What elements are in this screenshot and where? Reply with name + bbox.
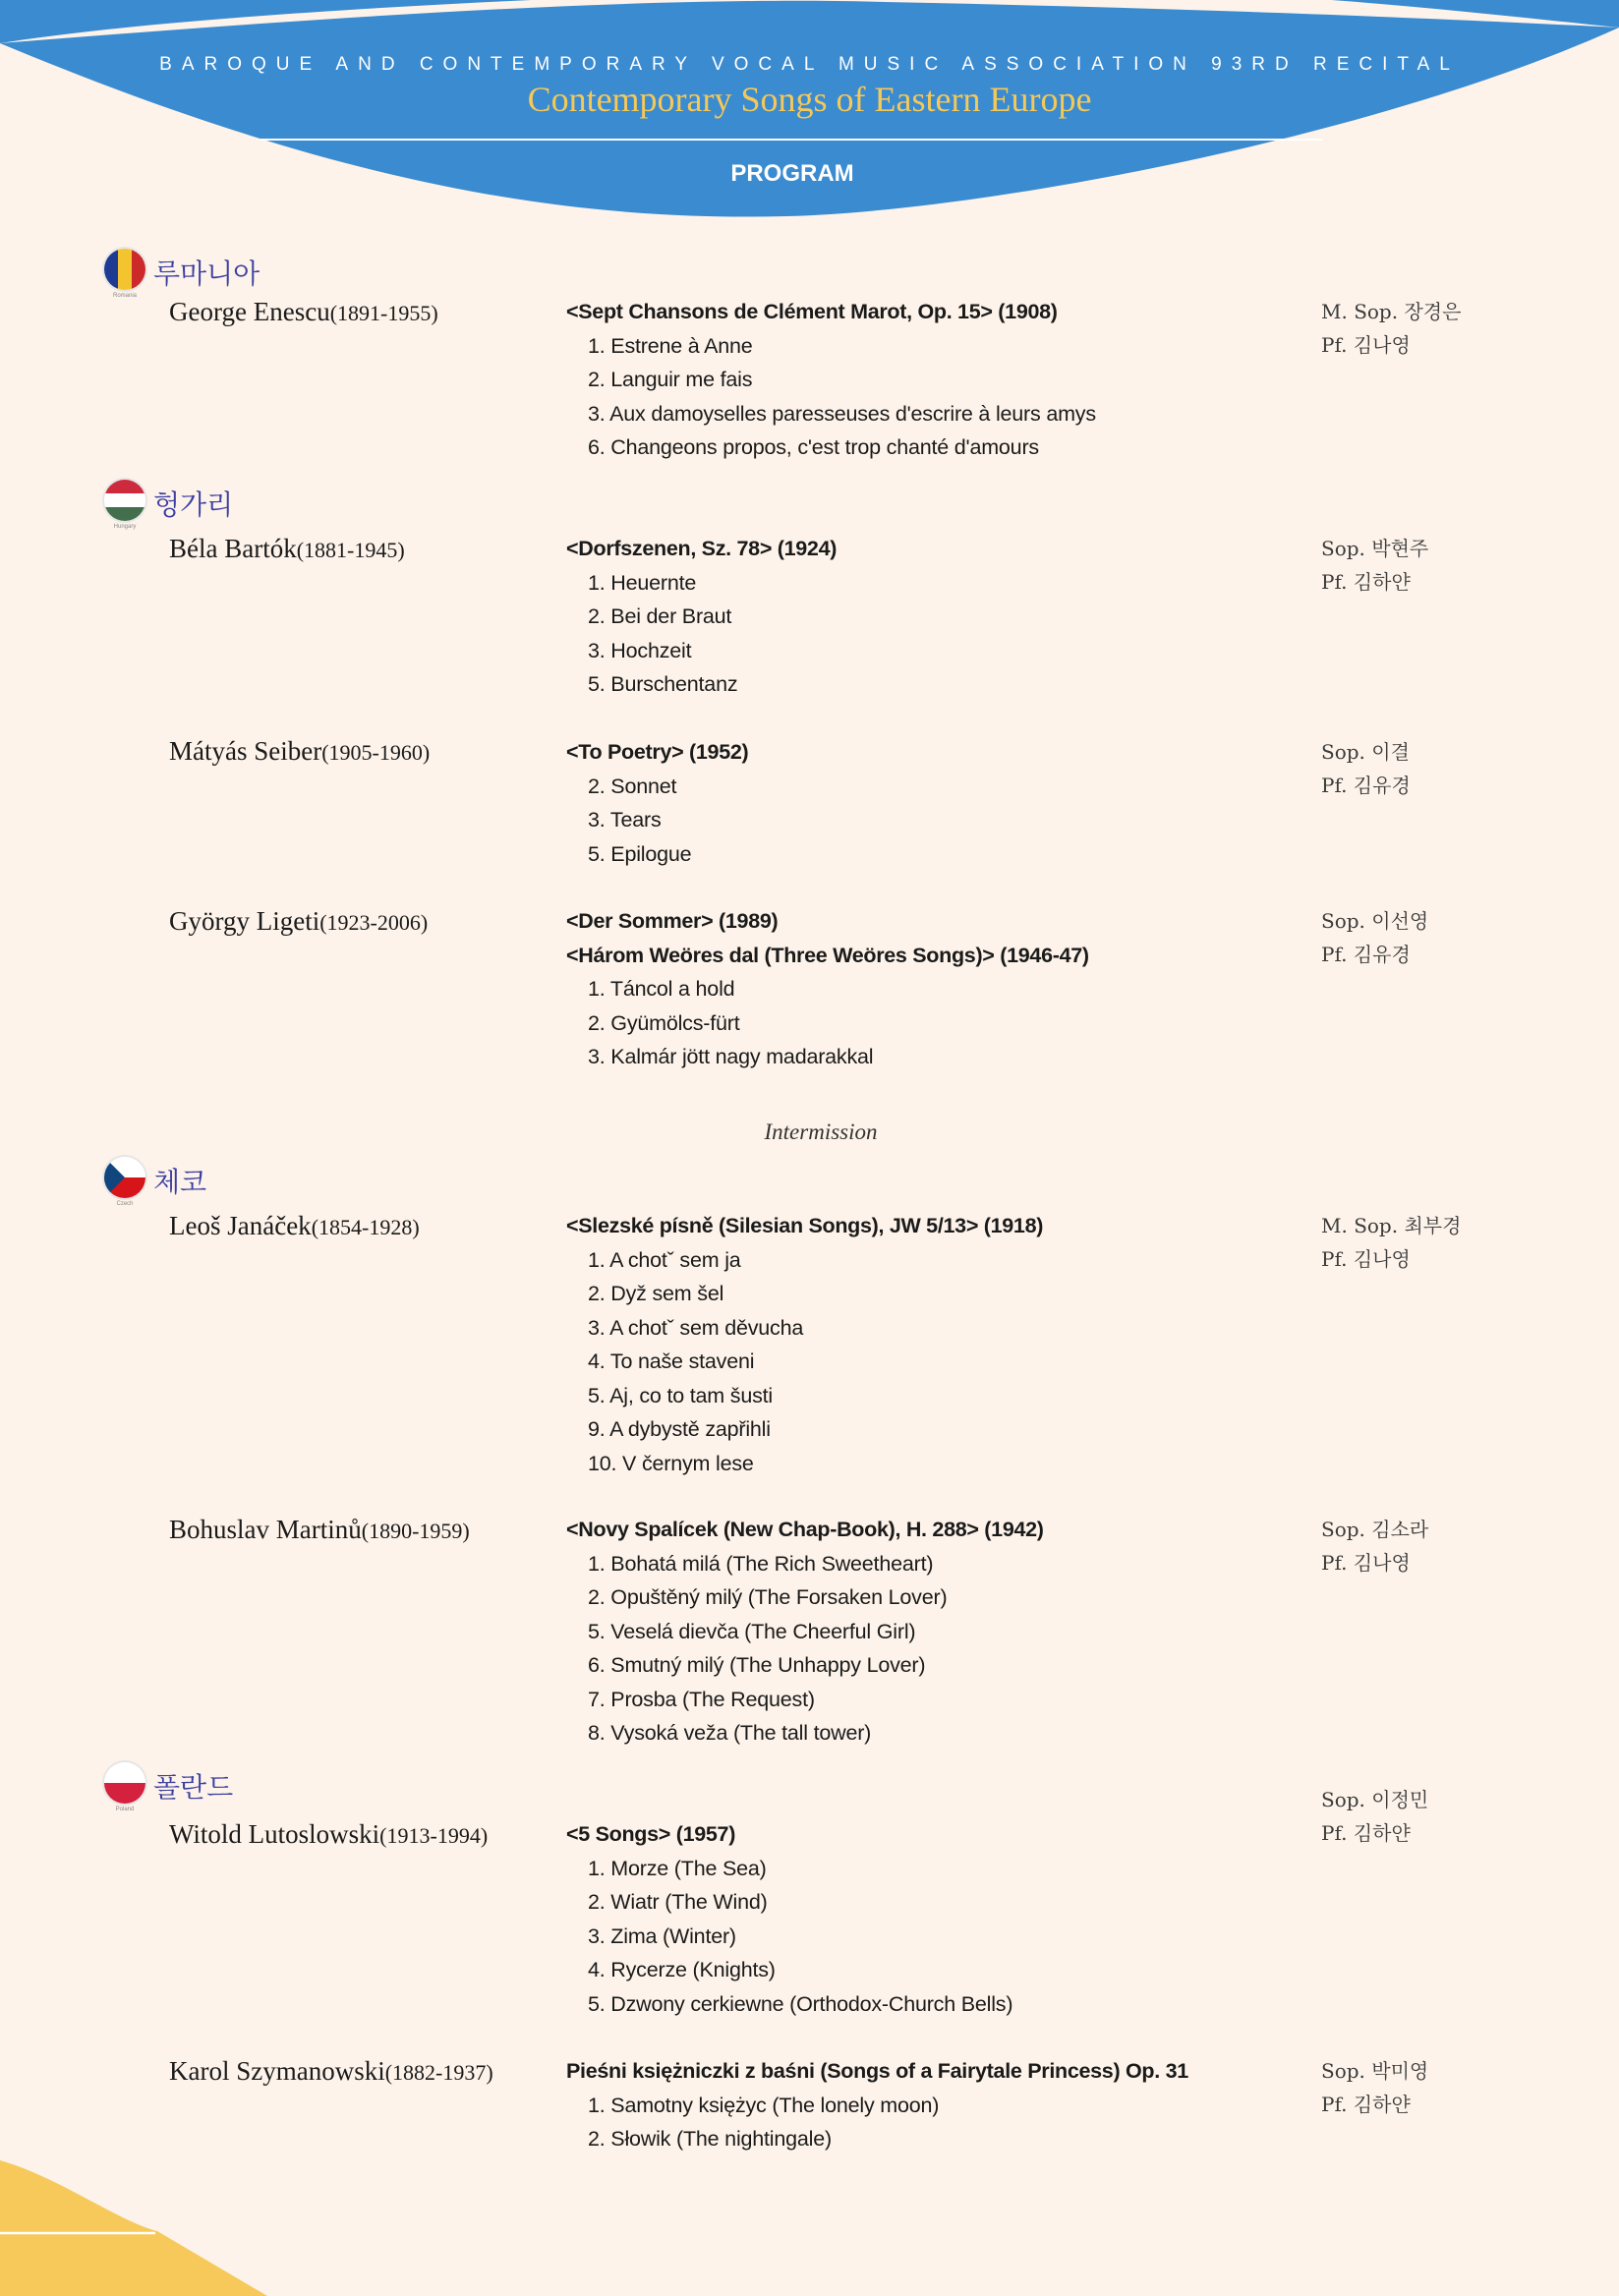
composer-name-text: György Ligeti xyxy=(169,906,320,936)
flag-caption: Poland xyxy=(115,1807,135,1812)
work-list xyxy=(566,1513,1254,1751)
song-item: 2. Dyž sem šel xyxy=(588,1282,724,1305)
song-item: 2. Languir me fais xyxy=(588,368,753,391)
performer-list xyxy=(1321,532,1577,599)
performer-pianist: Pf. 김하얀 xyxy=(1321,570,1411,594)
flag-caption: Romania xyxy=(112,293,137,299)
performer-list xyxy=(1321,904,1577,971)
song-item: 2. Wiatr (The Wind) xyxy=(588,1890,768,1914)
performer-singer: Sop. 이선영 xyxy=(1321,909,1429,933)
performer-pianist: Pf. 김나영 xyxy=(1321,1551,1411,1575)
composer-name xyxy=(169,736,430,767)
work-title: <Novy Spalícek (New Chap-Book), H. 288> (1942) xyxy=(566,1518,1044,1541)
performer-pianist: Pf. 김나영 xyxy=(1321,1247,1411,1271)
song-item: 3. A chotˇ sem děvucha xyxy=(588,1315,804,1340)
performer-list xyxy=(1321,295,1577,362)
song-item: 5. Burschentanz xyxy=(588,672,738,696)
song-item: 1. Morze (The Sea) xyxy=(588,1856,767,1880)
composer-years: (1890-1959) xyxy=(361,1519,470,1543)
flag-caption: Czech xyxy=(116,1201,134,1207)
song-item: 10. V černym lese xyxy=(588,1451,754,1475)
performer-pianist: Pf. 김하얀 xyxy=(1321,2093,1411,2116)
performer-singer: M. Sop. 최부경 xyxy=(1321,1214,1462,1237)
song-item: 1. Bohatá milá (The Rich Sweetheart) xyxy=(588,1551,934,1576)
performer-pianist: Pf. 김유경 xyxy=(1321,943,1411,966)
work-list xyxy=(566,1209,1254,1480)
composer-years: (1881-1945) xyxy=(296,538,405,562)
song-item: 3. Aux damoyselles paresseuses d'escrire à leurs amys xyxy=(588,401,1096,426)
intermission-label: Intermission xyxy=(764,1119,878,1144)
song-item: 6. Smutný milý (The Unhappy Lover) xyxy=(588,1653,926,1677)
flag-caption: Hungary xyxy=(113,524,137,530)
song-item: 6. Changeons propos, c'est trop chanté d'amours xyxy=(588,435,1039,459)
song-item: 7. Prosba (The Request) xyxy=(588,1687,815,1711)
concert-title: Contemporary Songs of Eastern Europe xyxy=(527,80,1092,119)
work-list xyxy=(566,2054,1254,2156)
performer-list xyxy=(1321,1783,1577,1850)
performer-singer: Sop. 이결 xyxy=(1321,740,1410,764)
song-item: 8. Vysoká veža (The tall tower) xyxy=(588,1721,872,1745)
work-title: <Slezské písně (Silesian Songs), JW 5/13> (1918) xyxy=(566,1214,1044,1237)
performer-singer: Sop. 이정민 xyxy=(1321,1788,1429,1811)
song-item: 3. Hochzeit xyxy=(588,638,692,662)
work-title: <Sept Chansons de Clément Marot, Op. 15> (1908) xyxy=(566,300,1058,323)
program-label: PROGRAM xyxy=(730,160,854,187)
performer-singer: Sop. 박미영 xyxy=(1321,2059,1429,2083)
work-title: <5 Songs> (1957) xyxy=(566,1822,736,1846)
work-list xyxy=(566,904,1254,1074)
work-title: <Dorfszenen, Sz. 78> (1924) xyxy=(566,537,838,560)
performer-pianist: Pf. 김유경 xyxy=(1321,774,1411,797)
composer-name-text: George Enescu xyxy=(169,297,330,326)
song-item: 2. Sonnet xyxy=(588,774,677,798)
work-list xyxy=(566,735,1254,871)
performer-pianist: Pf. 김하얀 xyxy=(1321,1821,1411,1845)
work-list xyxy=(566,1817,1254,2021)
composer-years: (1891-1955) xyxy=(329,301,438,325)
song-item: 2. Opuštěný milý (The Forsaken Lover) xyxy=(588,1585,948,1609)
work-title: Pieśni księżniczki z baśni (Songs of a Fairytale Princess) Op. 31 xyxy=(566,2059,1188,2083)
song-item: 4. To naše staveni xyxy=(588,1349,755,1373)
song-item: 3. Kalmár jött nagy madarakkal xyxy=(588,1045,874,1068)
performer-list xyxy=(1321,1209,1577,1276)
country-name: 폴란드 xyxy=(153,1771,234,1804)
composer-name-text: Witold Lutoslowski xyxy=(169,1819,380,1849)
performer-list xyxy=(1321,1513,1577,1579)
composer-name-text: Béla Bartók xyxy=(169,534,297,563)
association-title: BAROQUE AND CONTEMPORARY VOCAL MUSIC ASSOCIATION 93RD RECITAL xyxy=(159,54,1460,75)
czech-flag-icon xyxy=(104,1157,145,1198)
composer-name xyxy=(169,1211,420,1241)
song-item: 1. A chotˇ sem ja xyxy=(588,1247,741,1272)
composer-name xyxy=(169,534,405,564)
song-item: 9. A dybystě zapřihli xyxy=(588,1417,771,1441)
work-title: <Három Weöres dal (Three Weöres Songs)> (1946-47) xyxy=(566,943,1089,967)
song-item: 2. Słowik (The nightingale) xyxy=(588,2127,832,2151)
country-name: 체코 xyxy=(153,1166,207,1198)
song-item: 1. Heuernte xyxy=(588,570,697,595)
composer-years: (1854-1928) xyxy=(311,1215,420,1239)
work-list xyxy=(566,295,1254,465)
composer-years: (1882-1937) xyxy=(384,2060,493,2085)
performer-singer: Sop. 김소라 xyxy=(1321,1518,1429,1541)
song-item: 5. Dzwony cerkiewne (Orthodox-Church Bells) xyxy=(588,1991,1013,2016)
country-name: 루마니아 xyxy=(153,258,260,290)
song-item: 2. Gyümölcs-fürt xyxy=(588,1010,740,1035)
song-item: 2. Bei der Braut xyxy=(588,604,732,628)
composer-years: (1913-1994) xyxy=(379,1823,489,1848)
performer-singer: M. Sop. 장경은 xyxy=(1321,300,1462,323)
romania-flag-icon xyxy=(104,249,145,290)
performer-list xyxy=(1321,735,1577,802)
performer-pianist: Pf. 김나영 xyxy=(1321,333,1411,357)
composer-name xyxy=(169,906,428,937)
composer-years: (1923-2006) xyxy=(319,910,429,935)
czech-flag-graphic xyxy=(104,1157,145,1198)
composer-name xyxy=(169,1819,488,1850)
work-title: <Der Sommer> (1989) xyxy=(566,909,779,933)
composer-name-text: Mátyás Seiber xyxy=(169,736,322,766)
song-item: 3. Tears xyxy=(588,808,662,832)
poland-flag-icon xyxy=(104,1762,145,1804)
composer-name-text: Leoš Janáček xyxy=(169,1211,312,1240)
composer-name xyxy=(169,1515,470,1545)
song-item: 5. Veselá dievča (The Cheerful Girl) xyxy=(588,1619,916,1643)
performer-list xyxy=(1321,2054,1577,2121)
work-title: <To Poetry> (1952) xyxy=(566,740,749,764)
composer-name-text: Karol Szymanowski xyxy=(169,2056,385,2086)
song-item: 1. Samotny księżyc (The lonely moon) xyxy=(588,2093,940,2117)
composer-name xyxy=(169,297,438,327)
song-item: 3. Zima (Winter) xyxy=(588,1923,736,1948)
work-list xyxy=(566,532,1254,702)
song-item: 5. Aj, co to tam šusti xyxy=(588,1383,773,1407)
song-item: 1. Estrene à Anne xyxy=(588,333,753,358)
song-item: 4. Rycerze (Knights) xyxy=(588,1958,776,1981)
hungary-flag-icon xyxy=(104,480,145,521)
country-name: 헝가리 xyxy=(153,488,234,521)
composer-years: (1905-1960) xyxy=(321,740,431,765)
song-item: 1. Táncol a hold xyxy=(588,977,735,1001)
performer-singer: Sop. 박현주 xyxy=(1321,537,1429,560)
composer-name-text: Bohuslav Martinů xyxy=(169,1515,362,1544)
song-item: 5. Epilogue xyxy=(588,841,692,866)
composer-name xyxy=(169,2056,493,2087)
